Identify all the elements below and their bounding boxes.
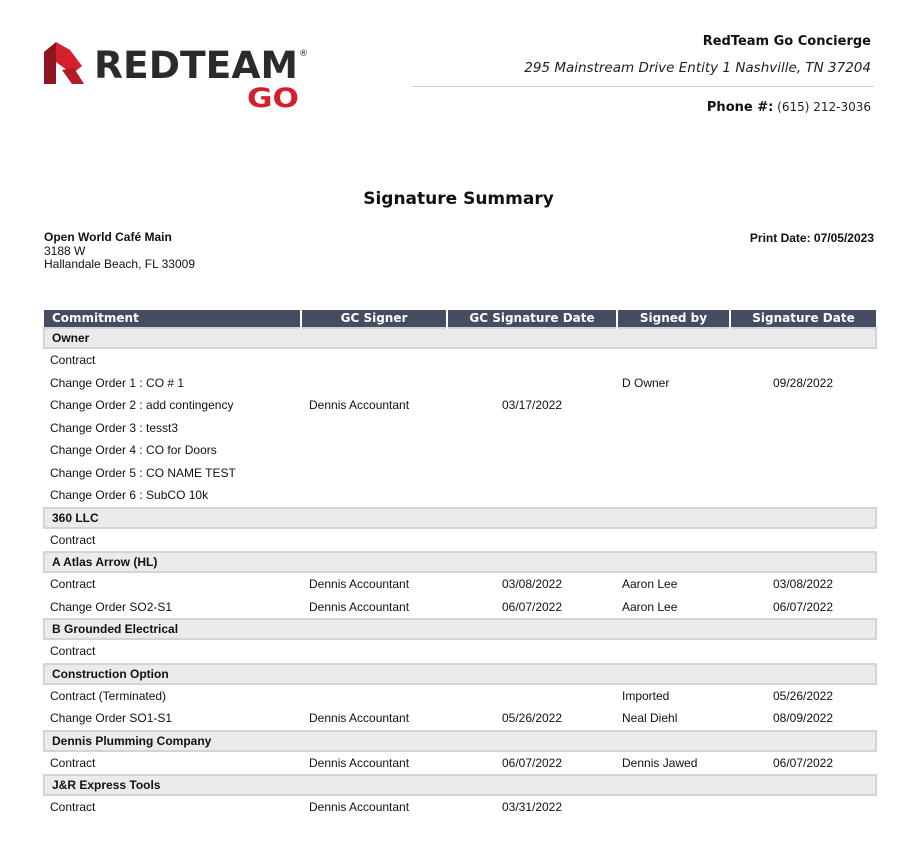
commitment-cell: Contract [50, 800, 96, 815]
signed-by-cell: Dennis Jawed [622, 755, 698, 770]
signature-date-cell [730, 639, 876, 664]
table-row [44, 439, 876, 462]
gc-signer-cell [301, 348, 447, 372]
gc-signature-date-cell [447, 639, 617, 664]
group-name: A Atlas Arrow (HL) [44, 552, 876, 572]
gc-signature-date-cell [447, 417, 617, 440]
signature-date-cell: 05/26/2022 [772, 688, 834, 703]
commitment-cell: Change Order 4 : CO for Doors [50, 443, 217, 458]
logo-word: REDTEAM [94, 44, 298, 87]
table-row [44, 751, 876, 776]
group-name: Dennis Plumming Company [44, 731, 876, 751]
signed-by-cell: D Owner [622, 375, 670, 390]
gc-signature-date-cell: 06/07/2022 [501, 599, 563, 614]
gc-signer-cell: Dennis Accountant [309, 755, 410, 770]
group-row [44, 731, 876, 751]
signature-date-cell [730, 439, 876, 462]
redteam-go-logo [42, 40, 310, 112]
gc-signer-cell [301, 372, 447, 395]
project-address-line1: 3188 W [44, 243, 86, 258]
signature-date-cell [730, 417, 876, 440]
table-row [44, 462, 876, 485]
signed-by-cell [617, 484, 730, 508]
table-row [44, 795, 876, 819]
group-name: J&R Express Tools [44, 775, 876, 795]
commitment-cell: Change Order SO1-S1 [50, 711, 173, 726]
signed-by-cell [617, 528, 730, 553]
table-row [44, 707, 876, 731]
column-header-commitment: Commitment [44, 310, 301, 328]
gc-signer-cell: Dennis Accountant [309, 711, 410, 726]
group-row [44, 508, 876, 528]
logo-sub: GO [247, 83, 299, 112]
gc-signature-date-cell: 03/31/2022 [501, 800, 563, 815]
signed-by-cell: Imported [622, 688, 670, 703]
signed-by-cell [617, 417, 730, 440]
gc-signature-date-cell [447, 462, 617, 485]
commitment-cell: Contract (Terminated) [50, 688, 167, 703]
group-name: Construction Option [44, 664, 876, 684]
gc-signature-date-cell: 06/07/2022 [501, 755, 563, 770]
signed-by-cell [617, 462, 730, 485]
company-phone [707, 100, 871, 115]
table-row [44, 484, 876, 508]
gc-signer-cell [301, 484, 447, 508]
commitment-cell: Change Order 2 : add contingency [50, 398, 234, 413]
gc-signer-cell [301, 462, 447, 485]
group-row [44, 328, 876, 348]
signed-by-cell [617, 394, 730, 417]
column-header-signed-by: Signed by [617, 310, 730, 328]
signature-date-cell: 08/09/2022 [772, 711, 834, 726]
gc-signer-cell [301, 417, 447, 440]
gc-signer-cell: Dennis Accountant [309, 800, 410, 815]
signed-by-cell [617, 795, 730, 819]
table-row [44, 596, 876, 620]
signed-by-cell: Aaron Lee [622, 577, 678, 592]
signature-date-cell: 06/07/2022 [772, 599, 834, 614]
company-header [524, 34, 871, 76]
commitment-cell: Change Order 5 : CO NAME TEST [50, 465, 236, 480]
commitment-cell: Contract [50, 755, 96, 770]
column-header-gc-signature-date: GC Signature Date [447, 310, 617, 328]
signed-by-cell: Neal Diehl [622, 711, 678, 726]
signature-table [43, 310, 877, 819]
project-address-line2: Hallandale Beach, FL 33009 [44, 257, 195, 271]
header-divider [412, 86, 874, 87]
print-date: Print Date: 07/05/2023 [749, 231, 874, 245]
table-row [44, 348, 876, 372]
signed-by-cell [617, 348, 730, 372]
column-header-gc-signer: GC Signer [301, 310, 447, 328]
table-row [44, 372, 876, 395]
gc-signer-cell [301, 684, 447, 708]
gc-signature-date-cell [447, 484, 617, 508]
group-name: B Grounded Electrical [44, 619, 876, 639]
gc-signature-date-cell: 05/26/2022 [501, 711, 563, 726]
gc-signature-date-cell [447, 372, 617, 395]
signature-date-cell [730, 348, 876, 372]
page-title: Signature Summary [363, 189, 554, 209]
group-row [44, 552, 876, 572]
signed-by-cell [617, 439, 730, 462]
gc-signer-cell: Dennis Accountant [309, 577, 410, 592]
table-row [44, 639, 876, 664]
commitment-cell: Change Order 6 : SubCO 10k [50, 488, 209, 503]
gc-signature-date-cell [447, 684, 617, 708]
group-row [44, 664, 876, 684]
commitment-cell: Contract [50, 644, 96, 659]
signature-date-cell [730, 795, 876, 819]
signature-date-cell [730, 462, 876, 485]
signature-date-cell: 06/07/2022 [772, 755, 834, 770]
signature-table-body [44, 328, 876, 819]
group-name: Owner [44, 328, 876, 348]
signature-date-cell [730, 394, 876, 417]
gc-signer-cell: Dennis Accountant [309, 599, 410, 614]
group-row [44, 619, 876, 639]
table-row [44, 684, 876, 708]
gc-signature-date-cell: 03/08/2022 [501, 577, 563, 592]
gc-signer-cell [301, 439, 447, 462]
gc-signature-date-cell [447, 528, 617, 553]
gc-signature-date-cell: 03/17/2022 [501, 398, 563, 413]
commitment-cell: Change Order SO2-S1 [50, 599, 173, 614]
project-name: Open World Café Main [44, 230, 172, 244]
signature-date-cell: 03/08/2022 [772, 577, 834, 592]
table-header-row [44, 310, 876, 328]
project-info [44, 231, 195, 272]
signed-by-cell: Aaron Lee [622, 599, 678, 614]
table-row [44, 417, 876, 440]
company-address: 295 Mainstream Drive Entity 1 Nashville, TN 37204 [524, 60, 871, 76]
signed-by-cell [617, 639, 730, 664]
gc-signer-cell [301, 528, 447, 553]
signature-date-cell: 09/28/2022 [772, 375, 834, 390]
group-name: 360 LLC [44, 508, 876, 528]
table-row [44, 394, 876, 417]
company-name: RedTeam Go Concierge [702, 34, 871, 49]
phone-number: (615) 212-3036 [777, 100, 871, 114]
gc-signature-date-cell [447, 348, 617, 372]
table-row [44, 572, 876, 596]
commitment-cell: Contract [50, 532, 96, 547]
table-row [44, 528, 876, 553]
gc-signer-cell [301, 639, 447, 664]
signature-date-cell [730, 484, 876, 508]
gc-signer-cell: Dennis Accountant [309, 398, 410, 413]
column-header-signature-date: Signature Date [730, 310, 876, 328]
commitment-cell: Change Order 1 : CO # 1 [50, 375, 185, 390]
phone-label: Phone #: [706, 100, 774, 115]
commitment-cell: Change Order 3 : tesst3 [50, 420, 179, 435]
gc-signature-date-cell [447, 439, 617, 462]
commitment-cell: Contract [50, 577, 96, 592]
commitment-cell: Contract [50, 353, 96, 368]
logo-registered: ® [299, 49, 308, 59]
signature-date-cell [730, 528, 876, 553]
group-row [44, 775, 876, 795]
redteam-mark-icon [44, 42, 84, 84]
